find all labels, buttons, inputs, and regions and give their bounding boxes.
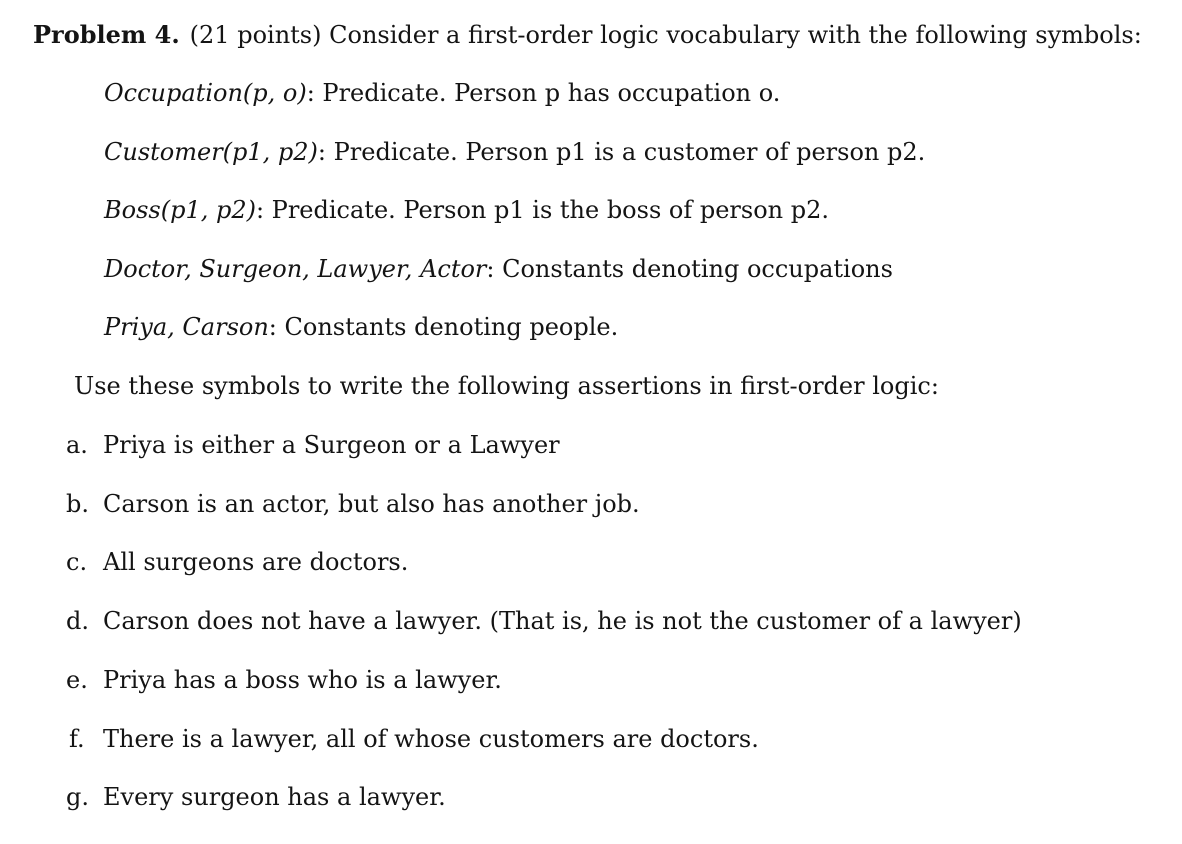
vocab-description: : Predicate. Person p has occupation o. [306, 79, 781, 107]
assertion-marker: f. [69, 725, 85, 753]
vocab-item-people [104, 313, 618, 341]
assertion-text: Every surgeon has a lawyer. [103, 783, 446, 811]
assertion-item-c [66, 548, 409, 576]
problem-intro: Consider a first-order logic vocabulary with the following symbols: [329, 21, 1142, 49]
assertion-item-f [69, 725, 759, 753]
assertion-text: Carson does not have a lawyer. (That is, he is not the customer of a lawyer) [103, 607, 1022, 635]
vocab-symbol: Boss(p1, p2) [104, 196, 256, 224]
vocab-description: : Constants denoting people. [268, 313, 619, 341]
assertion-text: Priya is either a Surgeon or a Lawyer [103, 431, 560, 459]
vocab-item-boss [104, 196, 829, 224]
assertion-item-e [66, 666, 502, 694]
assertion-item-a [66, 431, 560, 459]
vocab-item-occupations [104, 255, 893, 283]
vocab-description: : Constants denoting occupations [486, 255, 893, 283]
assertion-text: All surgeons are doctors. [103, 548, 409, 576]
vocab-description: : Predicate. Person p1 is a customer of person p2. [317, 138, 926, 166]
vocab-item-customer [104, 138, 925, 166]
assertion-item-g [66, 783, 446, 811]
assertion-marker: g. [66, 783, 89, 811]
problem-label: Problem 4. [33, 20, 180, 49]
problem-heading [33, 20, 1173, 49]
vocab-description: : Predicate. Person p1 is the boss of person p2. [255, 196, 830, 224]
assertion-marker: a. [66, 431, 88, 459]
assertion-marker: c. [66, 548, 88, 576]
problem-points: (21 points) [189, 21, 322, 49]
assertion-marker: d. [66, 607, 89, 635]
assertion-marker: b. [66, 490, 89, 518]
assertion-item-b [66, 490, 640, 518]
assertion-text: There is a lawyer, all of whose customers are doctors. [103, 725, 759, 753]
assertion-item-d [66, 607, 1022, 635]
vocab-symbol: Occupation(p, o) [104, 79, 307, 107]
instruction-text: Use these symbols to write the following assertions in first-order logic: [74, 372, 939, 400]
assertion-text: Carson is an actor, but also has another job. [103, 490, 640, 518]
vocab-item-occupation [104, 79, 780, 107]
vocab-symbol: Customer(p1, p2) [104, 138, 318, 166]
assertion-marker: e. [66, 666, 88, 694]
assertion-text: Priya has a boss who is a lawyer. [103, 666, 502, 694]
vocab-symbol: Priya, Carson [104, 313, 269, 341]
vocab-symbol: Doctor, Surgeon, Lawyer, Actor [104, 255, 487, 283]
